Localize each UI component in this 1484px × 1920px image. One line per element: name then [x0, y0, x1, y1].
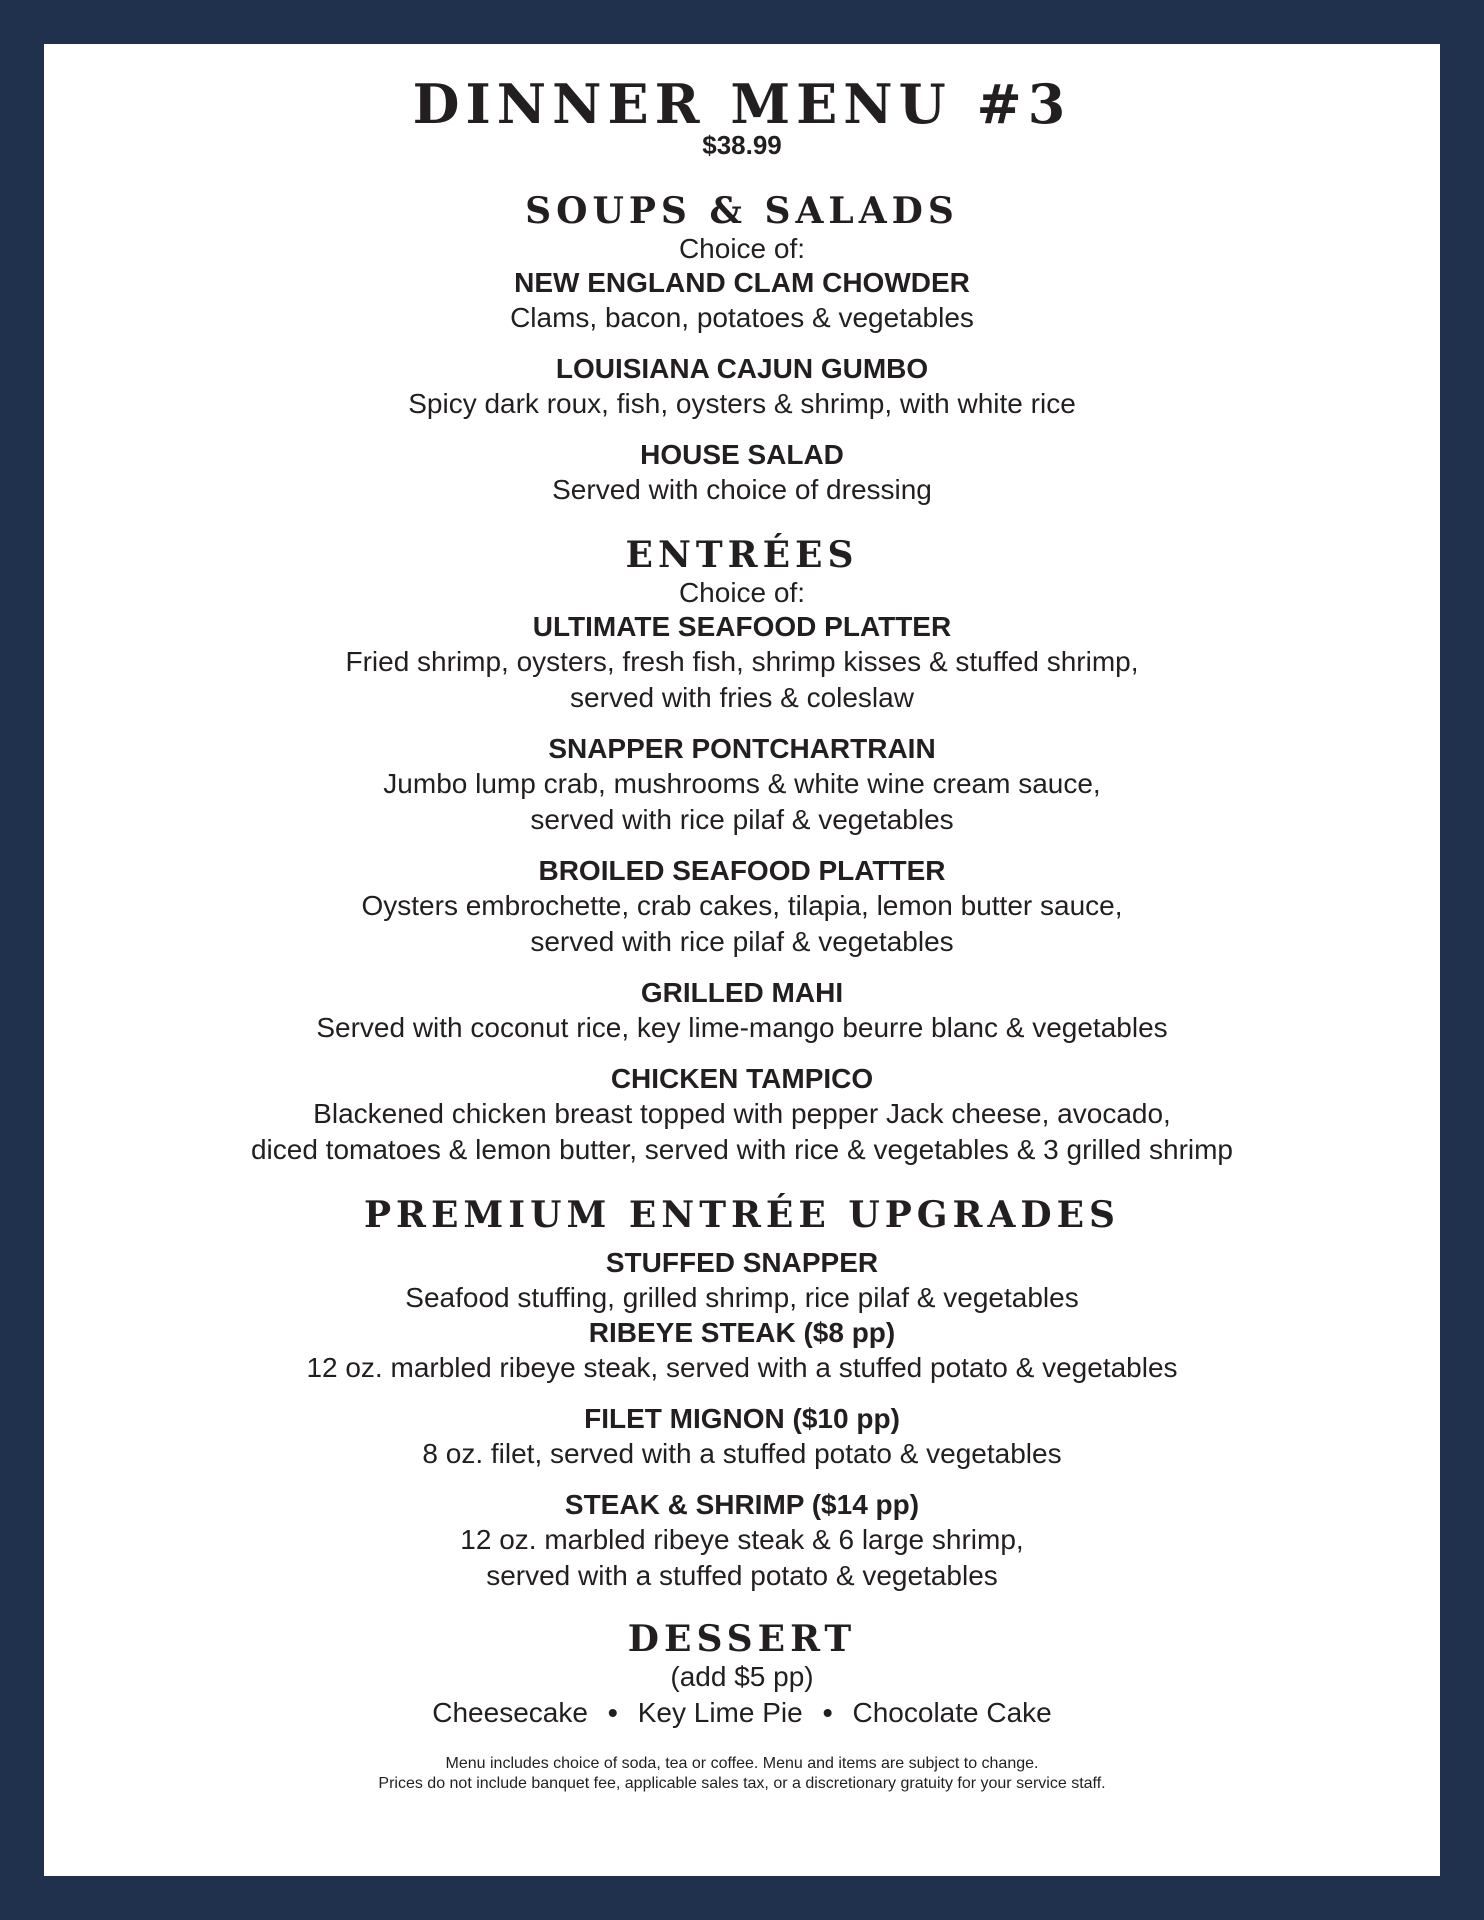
section-heading-dessert: DESSERT: [627, 1618, 857, 1660]
item-name: STEAK & SHRIMP ($14 pp): [564, 1489, 920, 1520]
footer-line: Menu includes choice of soda, tea or coffee. Menu and items are subject to change.: [445, 1755, 1039, 1772]
menu-item: [44, 1062, 1440, 1168]
dessert-note: (add $5 pp): [670, 1661, 814, 1692]
dessert-list: [44, 1694, 1440, 1732]
item-desc: served with fries & coleslaw: [570, 682, 914, 713]
item-name: CHICKEN TAMPICO: [610, 1063, 874, 1094]
item-desc: 8 oz. filet, served with a stuffed potato & vegetables: [422, 1438, 1062, 1469]
section-heading-entrees: ENTRÉES: [625, 534, 859, 576]
item-desc: Served with coconut rice, key lime-mango beurre blanc & vegetables: [316, 1012, 1168, 1043]
item-name: ULTIMATE SEAFOOD PLATTER: [532, 611, 952, 642]
menu-item: [44, 352, 1440, 422]
item-desc: 12 oz. marbled ribeye steak & 6 large shrimp,: [460, 1524, 1024, 1555]
item-desc: served with rice pilaf & vegetables: [530, 926, 954, 957]
item-name: GRILLED MAHI: [640, 977, 844, 1008]
footer-notes: [44, 1754, 1440, 1794]
item-desc: Seafood stuffing, grilled shrimp, rice pilaf & vegetables: [405, 1282, 1079, 1313]
bullet-separator: •: [822, 1697, 833, 1728]
item-desc: Oysters embrochette, crab cakes, tilapia, lemon butter sauce,: [361, 890, 1123, 921]
item-desc: Blackened chicken breast topped with pepper Jack cheese, avocado,: [313, 1098, 1171, 1129]
item-desc: diced tomatoes & lemon butter, served with rice & vegetables & 3 grilled shrimp: [250, 1134, 1234, 1165]
menu-item: [44, 610, 1440, 716]
section-heading-soups: SOUPS & SALADS: [525, 190, 959, 232]
item-name: NEW ENGLAND CLAM CHOWDER: [514, 267, 970, 298]
item-name: BROILED SEAFOOD PLATTER: [538, 855, 946, 886]
menu-item: [44, 266, 1440, 336]
menu-title: DINNER MENU #3: [412, 72, 1072, 136]
menu-item: [44, 1316, 1440, 1386]
menu-item: [44, 1402, 1440, 1472]
item-desc: 12 oz. marbled ribeye steak, served with a stuffed potato & vegetables: [306, 1352, 1178, 1383]
menu-item: [44, 1246, 1440, 1316]
item-name: HOUSE SALAD: [640, 439, 844, 470]
item-desc: Clams, bacon, potatoes & vegetables: [510, 302, 974, 333]
dessert-item: Key Lime Pie: [637, 1697, 803, 1728]
item-desc: Spicy dark roux, fish, oysters & shrimp, with white rice: [408, 388, 1076, 419]
section-heading-premium: PREMIUM ENTRÉE UPGRADES: [363, 1194, 1121, 1236]
menu-item: [44, 438, 1440, 508]
item-desc: served with a stuffed potato & vegetables: [486, 1560, 998, 1591]
menu-item: [44, 976, 1440, 1046]
menu-item: [44, 1488, 1440, 1594]
footer-line: Prices do not include banquet fee, applicable sales tax, or a discretionary gratuity for your service staff.: [378, 1775, 1106, 1792]
dessert-item: Chocolate Cake: [852, 1697, 1052, 1728]
item-name: STUFFED SNAPPER: [605, 1247, 879, 1278]
item-name: SNAPPER PONTCHARTRAIN: [548, 733, 936, 764]
choice-label: Choice of:: [678, 577, 806, 608]
item-desc: Served with choice of dressing: [552, 474, 932, 505]
choice-label: Choice of:: [678, 233, 806, 264]
bullet-separator: •: [607, 1697, 618, 1728]
item-desc: Fried shrimp, oysters, fresh fish, shrimp kisses & stuffed shrimp,: [345, 646, 1139, 677]
dessert-item: Cheesecake: [432, 1697, 588, 1728]
item-desc: served with rice pilaf & vegetables: [530, 804, 954, 835]
menu-item: [44, 732, 1440, 838]
menu-item: [44, 854, 1440, 960]
item-name: LOUISIANA CAJUN GUMBO: [555, 353, 929, 384]
item-name: FILET MIGNON ($10 pp): [584, 1403, 900, 1434]
item-name: RIBEYE STEAK ($8 pp): [588, 1317, 896, 1348]
menu-page: [44, 44, 1440, 1876]
menu-price: $38.99: [702, 130, 782, 160]
item-desc: Jumbo lump crab, mushrooms & white wine cream sauce,: [383, 768, 1101, 799]
